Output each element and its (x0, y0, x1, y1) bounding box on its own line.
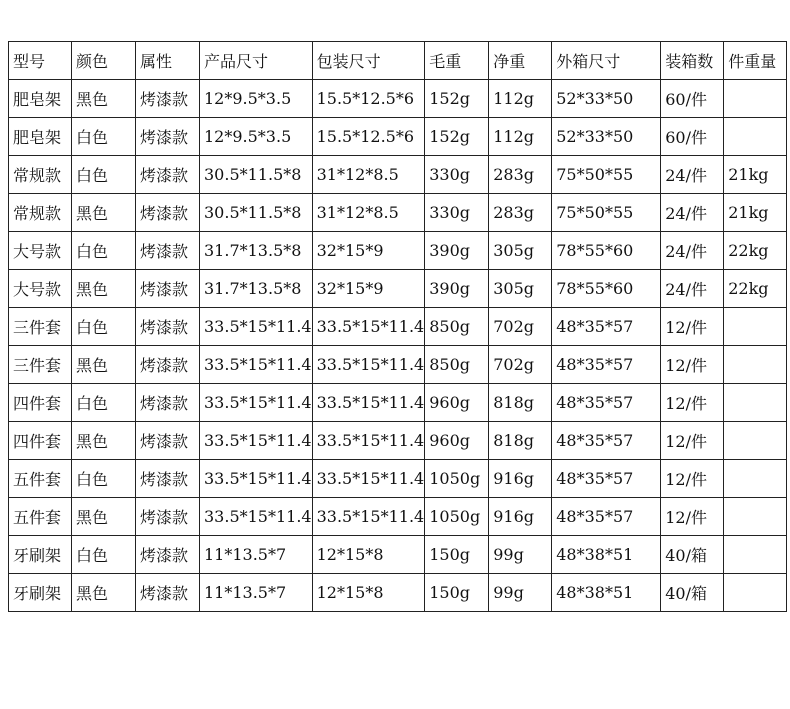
cell-attribute: 烤漆款 (136, 270, 200, 308)
cell-gross-weight: 152g (425, 118, 489, 156)
cell-package-size: 31*12*8.5 (312, 156, 425, 194)
table-row (9, 574, 787, 612)
header-attribute: 属性 (136, 42, 200, 80)
cell-model: 三件套 (9, 346, 72, 384)
header-model: 型号 (9, 42, 72, 80)
table-row (9, 194, 787, 232)
cell-model: 牙刷架 (9, 574, 72, 612)
header-piece-weight: 件重量 (724, 42, 787, 80)
cell-color: 白色 (72, 536, 136, 574)
cell-piece-weight: 21kg (724, 194, 787, 232)
cell-carton-size: 48*35*57 (552, 460, 661, 498)
cell-color: 黑色 (72, 80, 136, 118)
cell-package-size: 33.5*15*11.4 (312, 460, 425, 498)
table-row (9, 536, 787, 574)
cell-net-weight: 112g (489, 80, 552, 118)
table-row (9, 118, 787, 156)
cell-net-weight: 283g (489, 156, 552, 194)
cell-product-size: 33.5*15*11.4 (200, 308, 313, 346)
table-row (9, 308, 787, 346)
cell-model: 四件套 (9, 384, 72, 422)
table-row (9, 460, 787, 498)
cell-piece-weight (724, 574, 787, 612)
cell-piece-weight (724, 536, 787, 574)
cell-gross-weight: 330g (425, 194, 489, 232)
cell-attribute: 烤漆款 (136, 118, 200, 156)
cell-attribute: 烤漆款 (136, 308, 200, 346)
cell-model: 牙刷架 (9, 536, 72, 574)
product-spec-table (8, 41, 787, 612)
cell-pack-quantity: 24/件 (661, 156, 724, 194)
cell-carton-size: 52*33*50 (552, 80, 661, 118)
cell-package-size: 12*15*8 (312, 536, 425, 574)
cell-product-size: 31.7*13.5*8 (200, 232, 313, 270)
cell-color: 黑色 (72, 498, 136, 536)
cell-attribute: 烤漆款 (136, 536, 200, 574)
cell-attribute: 烤漆款 (136, 460, 200, 498)
cell-attribute: 烤漆款 (136, 346, 200, 384)
cell-color: 白色 (72, 384, 136, 422)
cell-pack-quantity: 60/件 (661, 118, 724, 156)
cell-piece-weight: 22kg (724, 232, 787, 270)
cell-carton-size: 48*38*51 (552, 536, 661, 574)
cell-piece-weight (724, 460, 787, 498)
cell-pack-quantity: 12/件 (661, 498, 724, 536)
cell-piece-weight: 22kg (724, 270, 787, 308)
cell-gross-weight: 150g (425, 536, 489, 574)
cell-attribute: 烤漆款 (136, 384, 200, 422)
cell-product-size: 12*9.5*3.5 (200, 80, 313, 118)
cell-net-weight: 305g (489, 270, 552, 308)
cell-attribute: 烤漆款 (136, 80, 200, 118)
cell-product-size: 33.5*15*11.4 (200, 346, 313, 384)
cell-gross-weight: 1050g (425, 460, 489, 498)
cell-attribute: 烤漆款 (136, 232, 200, 270)
cell-model: 大号款 (9, 232, 72, 270)
cell-carton-size: 52*33*50 (552, 118, 661, 156)
cell-package-size: 33.5*15*11.4 (312, 384, 425, 422)
cell-attribute: 烤漆款 (136, 498, 200, 536)
cell-gross-weight: 850g (425, 346, 489, 384)
table-row (9, 156, 787, 194)
cell-pack-quantity: 12/件 (661, 346, 724, 384)
cell-product-size: 11*13.5*7 (200, 574, 313, 612)
cell-product-size: 12*9.5*3.5 (200, 118, 313, 156)
header-color: 颜色 (72, 42, 136, 80)
cell-piece-weight (724, 422, 787, 460)
cell-model: 常规款 (9, 156, 72, 194)
cell-model: 肥皂架 (9, 118, 72, 156)
cell-net-weight: 305g (489, 232, 552, 270)
cell-piece-weight: 21kg (724, 156, 787, 194)
cell-pack-quantity: 12/件 (661, 422, 724, 460)
cell-color: 白色 (72, 156, 136, 194)
cell-net-weight: 818g (489, 384, 552, 422)
table-row (9, 232, 787, 270)
cell-package-size: 15.5*12.5*6 (312, 80, 425, 118)
cell-model: 四件套 (9, 422, 72, 460)
cell-gross-weight: 960g (425, 422, 489, 460)
cell-color: 黑色 (72, 422, 136, 460)
cell-gross-weight: 390g (425, 270, 489, 308)
cell-pack-quantity: 24/件 (661, 194, 724, 232)
cell-gross-weight: 150g (425, 574, 489, 612)
cell-product-size: 33.5*15*11.4 (200, 422, 313, 460)
header-product-size: 产品尺寸 (200, 42, 313, 80)
cell-gross-weight: 960g (425, 384, 489, 422)
cell-net-weight: 818g (489, 422, 552, 460)
header-package-size: 包装尺寸 (312, 42, 425, 80)
cell-color: 黑色 (72, 574, 136, 612)
cell-carton-size: 48*35*57 (552, 384, 661, 422)
cell-net-weight: 916g (489, 460, 552, 498)
table-row (9, 498, 787, 536)
cell-product-size: 31.7*13.5*8 (200, 270, 313, 308)
cell-model: 肥皂架 (9, 80, 72, 118)
cell-carton-size: 48*35*57 (552, 308, 661, 346)
cell-carton-size: 75*50*55 (552, 156, 661, 194)
cell-net-weight: 283g (489, 194, 552, 232)
table-row (9, 270, 787, 308)
cell-product-size: 33.5*15*11.4 (200, 384, 313, 422)
cell-net-weight: 112g (489, 118, 552, 156)
cell-gross-weight: 330g (425, 156, 489, 194)
cell-net-weight: 702g (489, 308, 552, 346)
cell-piece-weight (724, 498, 787, 536)
cell-color: 白色 (72, 118, 136, 156)
cell-package-size: 33.5*15*11.4 (312, 422, 425, 460)
cell-pack-quantity: 40/箱 (661, 536, 724, 574)
cell-color: 白色 (72, 232, 136, 270)
cell-pack-quantity: 12/件 (661, 384, 724, 422)
table-body (9, 80, 787, 612)
cell-product-size: 30.5*11.5*8 (200, 194, 313, 232)
header-gross-weight: 毛重 (425, 42, 489, 80)
cell-package-size: 33.5*15*11.4 (312, 346, 425, 384)
cell-piece-weight (724, 308, 787, 346)
cell-pack-quantity: 60/件 (661, 80, 724, 118)
cell-net-weight: 916g (489, 498, 552, 536)
cell-color: 黑色 (72, 194, 136, 232)
table-row (9, 422, 787, 460)
table-row (9, 80, 787, 118)
cell-carton-size: 78*55*60 (552, 270, 661, 308)
cell-package-size: 12*15*8 (312, 574, 425, 612)
header-pack-quantity: 装箱数 (661, 42, 724, 80)
cell-package-size: 31*12*8.5 (312, 194, 425, 232)
header-carton-size: 外箱尺寸 (552, 42, 661, 80)
cell-attribute: 烤漆款 (136, 574, 200, 612)
cell-piece-weight (724, 118, 787, 156)
cell-carton-size: 75*50*55 (552, 194, 661, 232)
cell-piece-weight (724, 80, 787, 118)
cell-carton-size: 48*35*57 (552, 498, 661, 536)
cell-pack-quantity: 12/件 (661, 308, 724, 346)
cell-gross-weight: 390g (425, 232, 489, 270)
cell-package-size: 32*15*9 (312, 232, 425, 270)
cell-color: 黑色 (72, 346, 136, 384)
cell-piece-weight (724, 384, 787, 422)
cell-model: 五件套 (9, 498, 72, 536)
cell-carton-size: 48*38*51 (552, 574, 661, 612)
cell-package-size: 33.5*15*11.4 (312, 498, 425, 536)
cell-attribute: 烤漆款 (136, 422, 200, 460)
cell-product-size: 30.5*11.5*8 (200, 156, 313, 194)
cell-product-size: 33.5*15*11.4 (200, 498, 313, 536)
cell-product-size: 33.5*15*11.4 (200, 460, 313, 498)
cell-model: 三件套 (9, 308, 72, 346)
cell-gross-weight: 1050g (425, 498, 489, 536)
cell-carton-size: 48*35*57 (552, 346, 661, 384)
cell-pack-quantity: 12/件 (661, 460, 724, 498)
cell-piece-weight (724, 346, 787, 384)
cell-carton-size: 48*35*57 (552, 422, 661, 460)
table-header-row (9, 42, 787, 80)
cell-color: 白色 (72, 460, 136, 498)
cell-pack-quantity: 40/箱 (661, 574, 724, 612)
cell-gross-weight: 850g (425, 308, 489, 346)
cell-package-size: 33.5*15*11.4 (312, 308, 425, 346)
cell-net-weight: 99g (489, 536, 552, 574)
cell-net-weight: 99g (489, 574, 552, 612)
cell-attribute: 烤漆款 (136, 156, 200, 194)
cell-package-size: 32*15*9 (312, 270, 425, 308)
cell-pack-quantity: 24/件 (661, 232, 724, 270)
cell-carton-size: 78*55*60 (552, 232, 661, 270)
cell-product-size: 11*13.5*7 (200, 536, 313, 574)
cell-model: 大号款 (9, 270, 72, 308)
table-row (9, 346, 787, 384)
cell-color: 白色 (72, 308, 136, 346)
cell-attribute: 烤漆款 (136, 194, 200, 232)
cell-model: 五件套 (9, 460, 72, 498)
cell-pack-quantity: 24/件 (661, 270, 724, 308)
table-row (9, 384, 787, 422)
cell-gross-weight: 152g (425, 80, 489, 118)
cell-model: 常规款 (9, 194, 72, 232)
header-net-weight: 净重 (489, 42, 552, 80)
cell-color: 黑色 (72, 270, 136, 308)
cell-net-weight: 702g (489, 346, 552, 384)
cell-package-size: 15.5*12.5*6 (312, 118, 425, 156)
